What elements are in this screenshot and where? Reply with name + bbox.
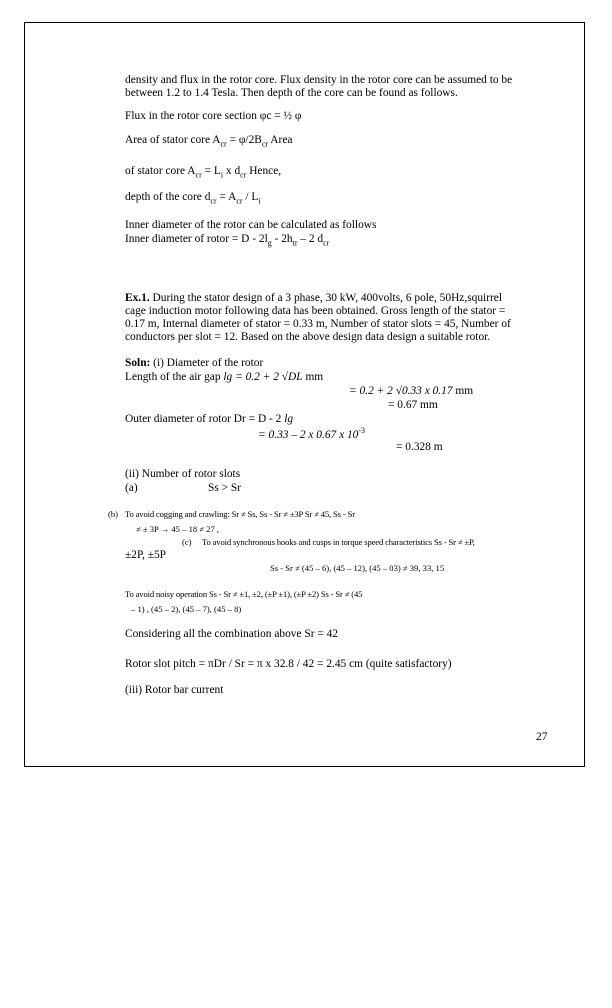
- condition-b-line-2: ≠ ± 3P → 45 – 18 ≠ 27 ,: [136, 524, 220, 534]
- inner-dia-formula: Inner diameter of rotor = D - $2l_g - 2h_{tr} - 2$ $d_{cr}$: [125, 233, 330, 248]
- page-frame: [24, 22, 585, 767]
- rotor-bar-current: (iii) Rotor bar current: [125, 684, 224, 696]
- solution-heading: Soln: (i) Diameter of the rotor: [125, 357, 264, 369]
- rotor-slots-a-value: Ss > Sr: [208, 482, 242, 494]
- solution-label: Soln:: [125, 357, 151, 369]
- rotor-slots-a-label: (a): [125, 482, 138, 494]
- rotor-slot-pitch: Rotor slot pitch = πDr / Sr = π x 32.8 / 42 = 2.45 cm (quite satisfactory): [125, 658, 452, 670]
- rotor-slots-heading: (ii) Number of rotor slots: [125, 468, 241, 480]
- noisy-operation-line-1: To avoid noisy operation Ss - Sr ≠ ±1, ±2, (±P ±1), (±P ±2) Ss - Sr ≠ (45: [125, 589, 363, 599]
- example-label: Ex.1.: [125, 292, 150, 304]
- example-line-1: Ex.1. During the stator design of a 3 phase, 30 kW, 400volts, 6 pole, 50Hz,squirrel: [125, 292, 503, 304]
- intro-line-2: between 1.2 to 1.4 Tesla. Then depth of the core can be found as follows.: [125, 87, 458, 99]
- combination-result: Considering all the combination above Sr = 42: [125, 628, 339, 640]
- airgap-step-1: = 0.2 + 2 √0.33 x 0.17 mm: [349, 385, 474, 397]
- condition-b-label: (b): [108, 509, 119, 519]
- flux-rotor-core: Flux in the rotor core section φc = ½ φ: [125, 110, 302, 122]
- condition-b-line-1: To avoid cogging and crawling: Sr ≠ Ss, Ss - Sr ≠ ±3P Sr ≠ 45, Ss - Sr: [125, 509, 355, 519]
- example-line-2: cage induction motor following data has been obtained. Gross length of the stator =: [125, 305, 506, 317]
- noisy-operation-line-2: – 1) , (45 – 2), (45 – 7), (45 – 8): [131, 604, 242, 614]
- area-stator-core: Area of stator core $A_{cr} = \varphi/2B_{cr}$ Area: [125, 134, 293, 149]
- page-number: 27: [536, 731, 548, 743]
- inner-dia-calc: Inner diameter of the rotor can be calculated as follows: [125, 219, 377, 231]
- condition-c-line-3: Ss - Sr ≠ (45 – 6), (45 – 12), (45 – 03) ≠ 39, 33, 15: [270, 563, 445, 573]
- condition-c-line-1: To avoid synchronous hooks and cusps in torque speed characteristics Ss - Sr ≠ ±P,: [202, 537, 475, 547]
- of-stator-core: of stator core $A_{cr} = L_i$ x $d_{cr}$ Hence,: [125, 165, 282, 180]
- intro-line-1: density and flux in the rotor core. Flux density in the rotor core can be assumed to be: [125, 74, 513, 86]
- airgap-formula: Length of the air gap lg = 0.2 + 2 √DL mm: [125, 371, 324, 383]
- example-line-3: 0.17 m, Internal diameter of stator = 0.33 m, Number of stator slots = 45, Number of: [125, 318, 511, 330]
- outer-diameter-step-2: = 0.328 m: [396, 441, 443, 453]
- outer-diameter-step-1: = 0.33 – 2 x 0.67 x $10^{-3}$: [258, 426, 366, 441]
- outer-diameter: Outer diameter of rotor Dr = D - 2 lg: [125, 413, 294, 425]
- condition-c-line-2: ±2P, ±5P: [125, 549, 166, 561]
- airgap-step-2: = 0.67 mm: [388, 399, 438, 411]
- example-line-4: conductors per slot = 12. Based on the above design data design a suitable rotor.: [125, 331, 491, 343]
- condition-c-label: (c): [182, 537, 192, 547]
- depth-of-core: depth of the core $d_{cr} = A_{cr} / L_i$: [125, 191, 261, 206]
